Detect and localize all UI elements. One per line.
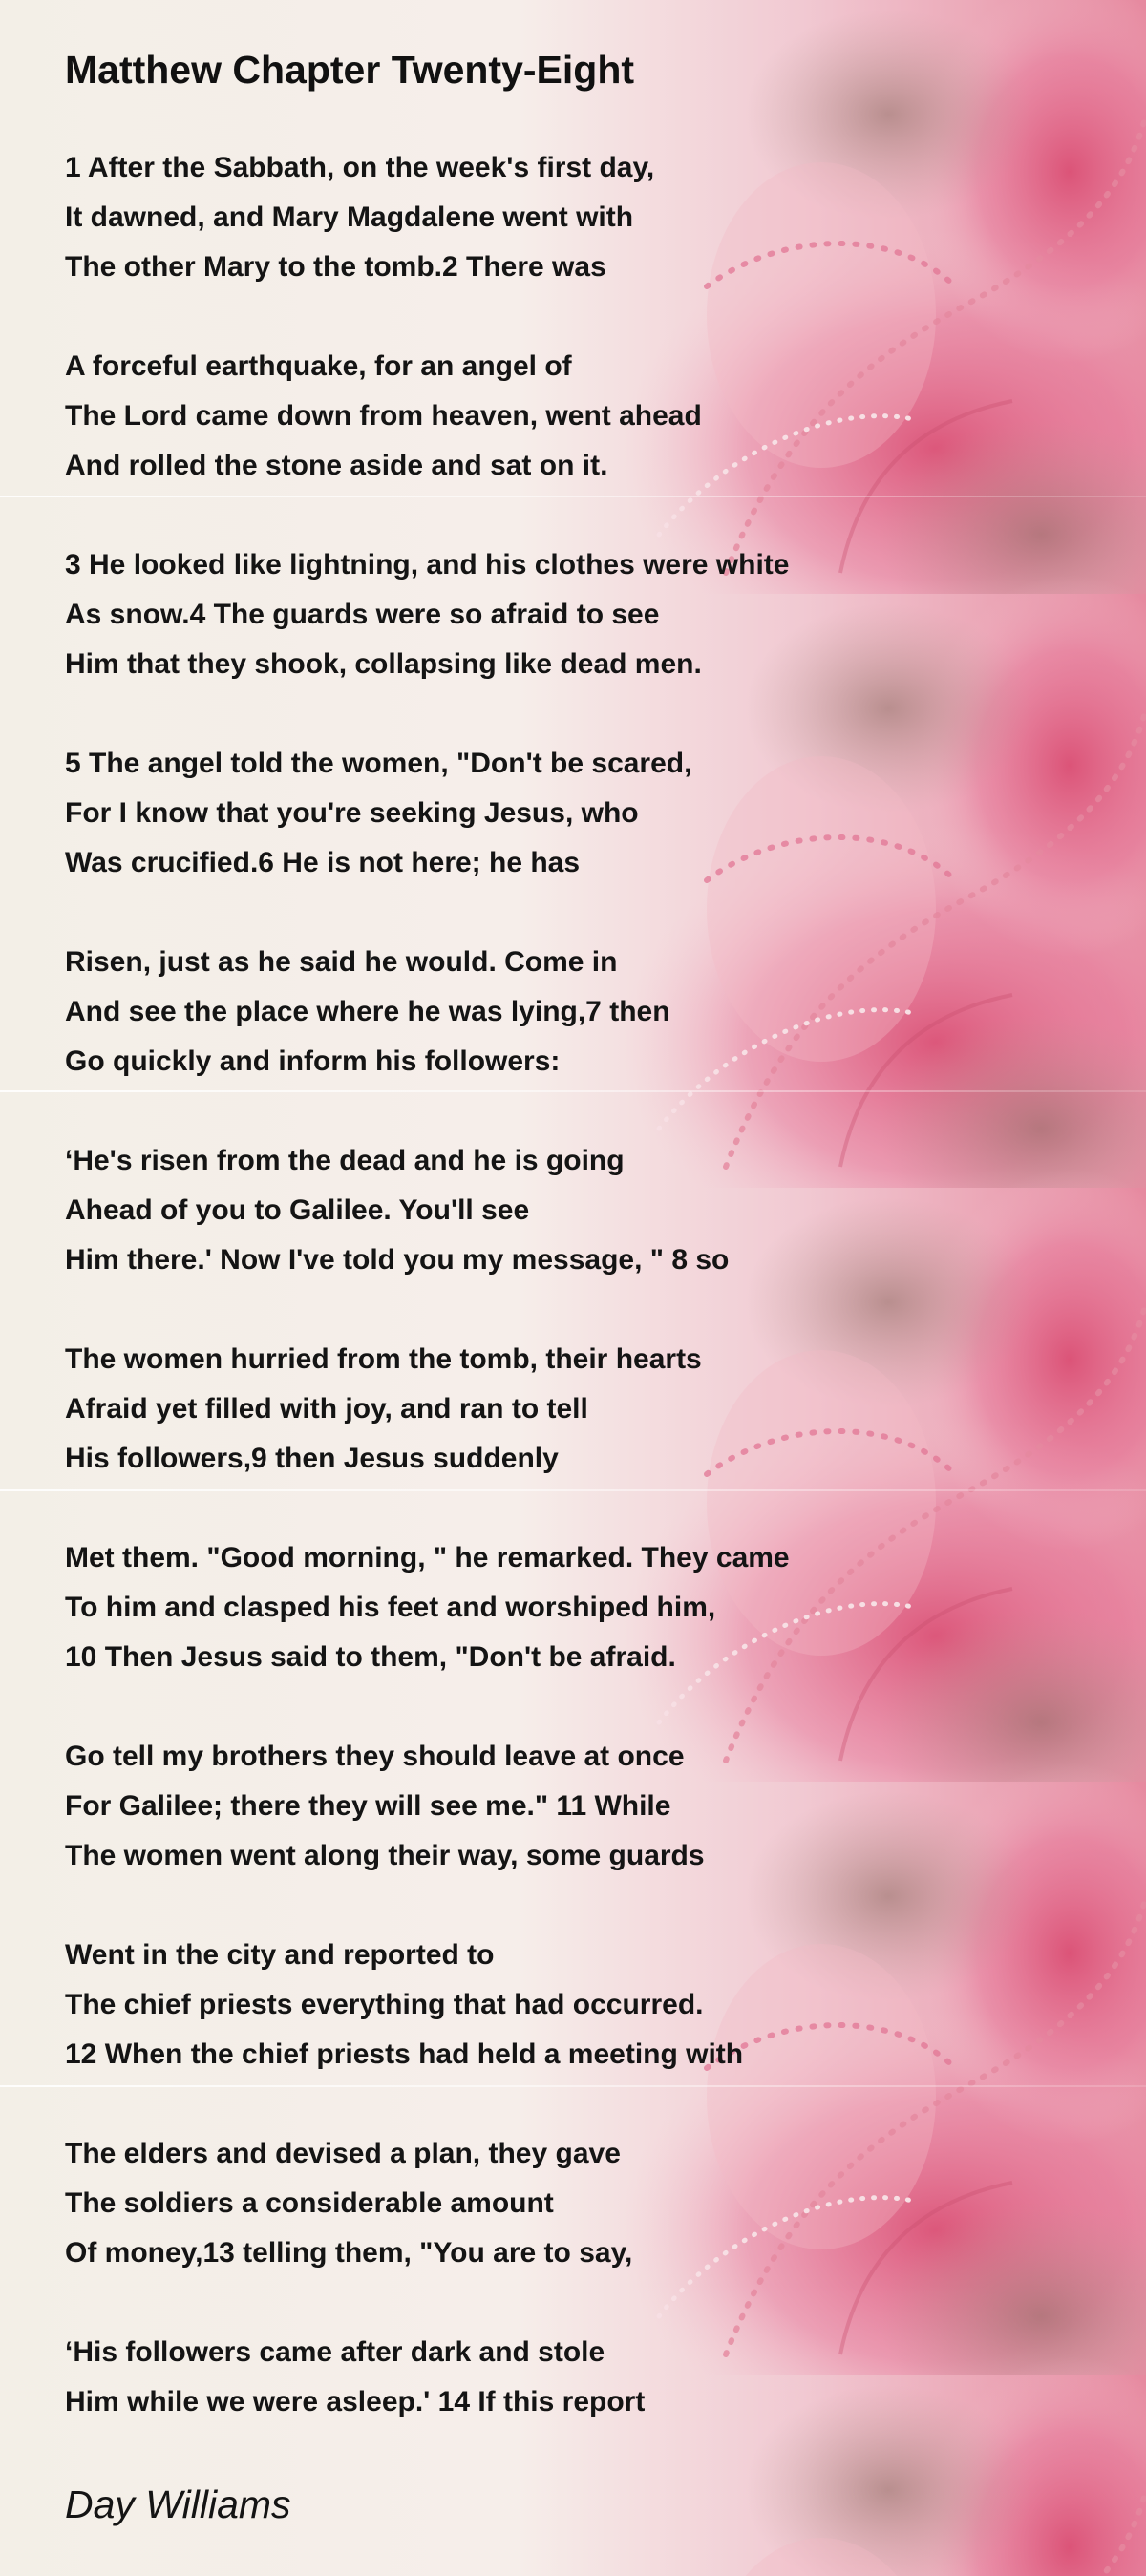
stanza	[65, 540, 789, 689]
stanza	[65, 938, 670, 1087]
poem-line: The other Mary to the tomb.2 There was	[65, 251, 606, 283]
poem-line: To him and clasped his feet and worshiped him,	[65, 1592, 716, 1623]
poem-line: For Galilee; there they will see me." 11 While	[65, 1790, 671, 1822]
stanza	[65, 1931, 743, 2080]
poem-line: The Lord came down from heaven, went ahead	[65, 400, 702, 432]
poem-line: Go quickly and inform his followers:	[65, 1045, 561, 1077]
poem-line: His followers,9 then Jesus suddenly	[65, 1443, 559, 1474]
poem-line: Risen, just as he said he would. Come in	[65, 946, 618, 978]
poem-line: The soldiers a considerable amount	[65, 2187, 554, 2219]
stanza	[65, 143, 654, 292]
poem-line: 12 When the chief priests had held a meeting with	[65, 2038, 744, 2070]
poem-line: 1 After the Sabbath, on the week's first day,	[65, 152, 655, 183]
poem-line: And rolled the stone aside and sat on it.	[65, 450, 608, 481]
stanza	[65, 739, 691, 888]
poem-title: Matthew Chapter Twenty-Eight	[65, 48, 635, 92]
poem-line: Was crucified.6 He is not here; he has	[65, 847, 581, 878]
poem-line: Went in the city and reported to	[65, 1939, 495, 1971]
poem-line: 5 The angel told the women, "Don't be scared,	[65, 748, 692, 779]
poem-line: The women hurried from the tomb, their hearts	[65, 1343, 702, 1375]
poem-line: Him while we were asleep.' 14 If this report	[65, 2386, 646, 2418]
poem-line: Of money,13 telling them, "You are to say,	[65, 2237, 633, 2269]
poem-line: Him that they shook, collapsing like dead men.	[65, 648, 702, 680]
stanza	[65, 1136, 729, 1285]
poem-line: The chief priests everything that had occurred.	[65, 1989, 704, 2020]
stanza	[65, 1732, 705, 1881]
poem-line: It dawned, and Mary Magdalene went with	[65, 201, 634, 233]
poem-line: The elders and devised a plan, they gave	[65, 2138, 621, 2169]
poem-line: Met them. "Good morning, " he remarked. They came	[65, 1542, 790, 1573]
poem-line: Ahead of you to Galilee. You'll see	[65, 1194, 530, 1226]
stanza	[65, 2129, 632, 2278]
poem-line: ‘He's risen from the dead and he is going	[65, 1145, 625, 1176]
poem-line: Go tell my brothers they should leave at once	[65, 1741, 685, 1772]
poem-line: Afraid yet filled with joy, and ran to tell	[65, 1393, 588, 1425]
poem-author: Day Williams	[65, 2482, 291, 2526]
poem-line: The women went along their way, some guards	[65, 1840, 705, 1871]
poem-line: 10 Then Jesus said to them, "Don't be afraid.	[65, 1641, 676, 1673]
stanza	[65, 1533, 790, 1682]
stanza	[65, 2328, 645, 2427]
poem-line: As snow.4 The guards were so afraid to see	[65, 599, 660, 630]
poem-line: For I know that you're seeking Jesus, who	[65, 797, 639, 829]
stanza	[65, 342, 702, 491]
poem-line: A forceful earthquake, for an angel of	[65, 350, 572, 382]
stanza	[65, 1335, 702, 1484]
poem-line: 3 He looked like lightning, and his clothes were white	[65, 549, 790, 581]
poem-line: And see the place where he was lying,7 then	[65, 996, 670, 1027]
poem-line: Him there.' Now I've told you my message, " 8 so	[65, 1244, 730, 1276]
poem-line: ‘His followers came after dark and stole	[65, 2336, 605, 2368]
